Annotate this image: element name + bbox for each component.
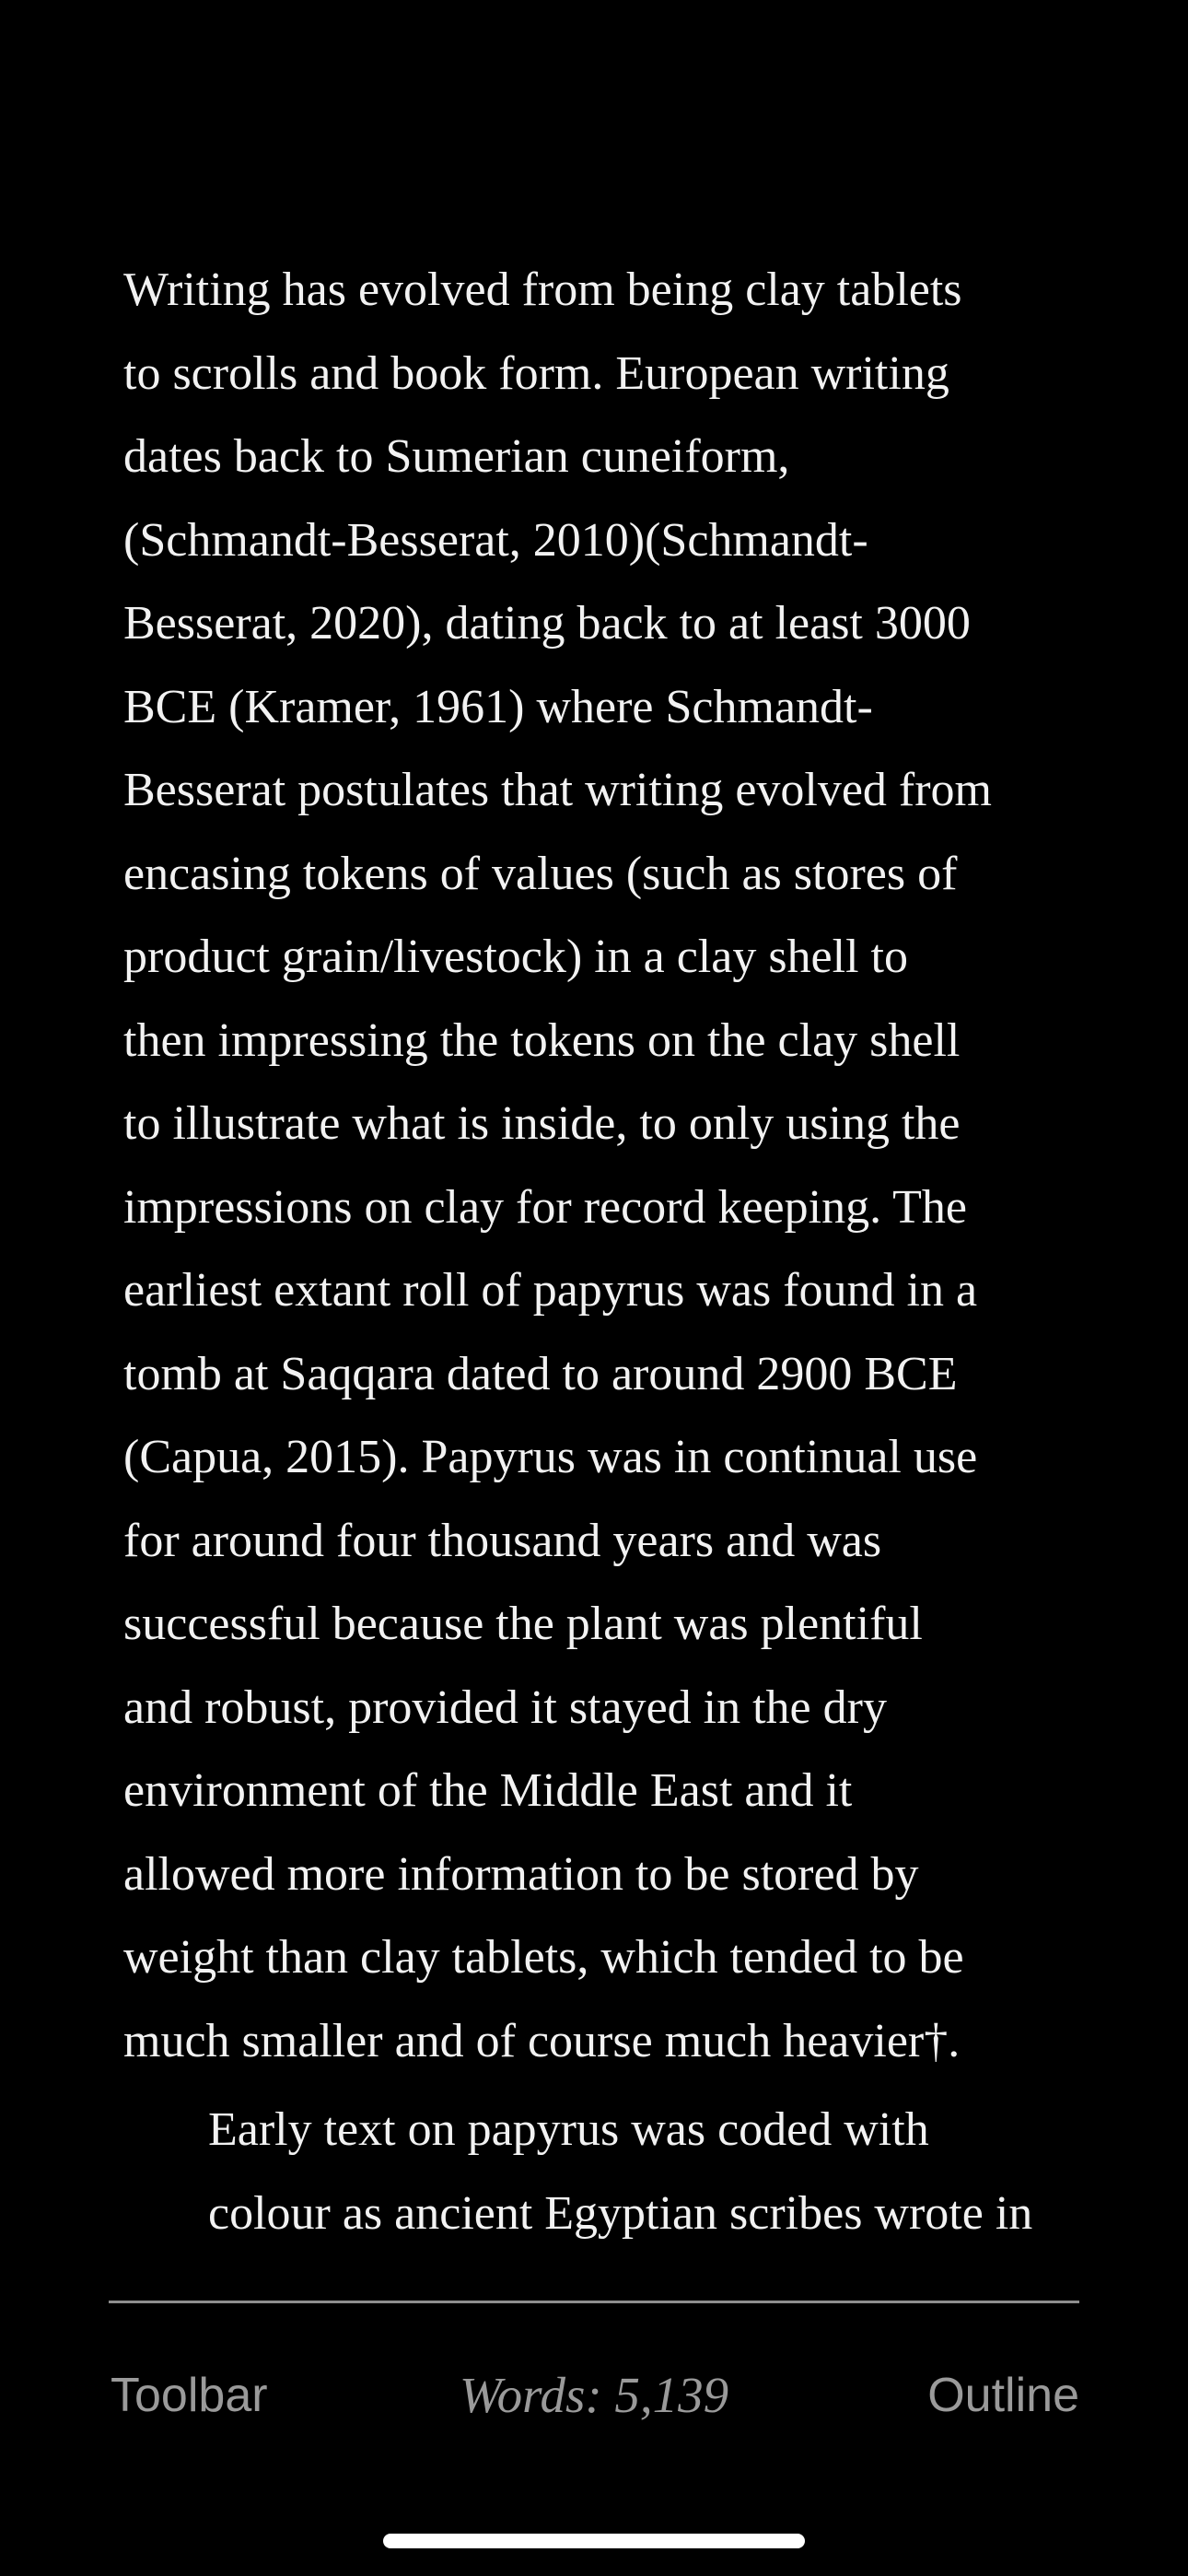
paragraph[interactable] <box>123 2089 1081 2255</box>
text-line: for around four thousand years and was <box>123 1514 882 1567</box>
text-line: then impressing the tokens on the clay shell <box>123 1013 961 1067</box>
text-line: product grain/livestock) in a clay shell to <box>123 931 908 983</box>
text-line: Early text on papyrus was coded with <box>208 2103 929 2156</box>
text-line: to scrolls and book form. European writing <box>123 346 949 400</box>
bottom-bar <box>0 2359 1188 2432</box>
toolbar-button[interactable]: Toolbar <box>111 2369 268 2422</box>
text-line: Besserat, 2020), dating back to at least 3000 <box>123 597 971 650</box>
text-line: allowed more information to be stored by <box>123 1847 919 1901</box>
text-line: much smaller and of course much heavier†. <box>123 2014 961 2067</box>
text-line: impressions on clay for record keeping. The <box>123 1180 967 1234</box>
text-line: and robust, provided it stayed in the dry <box>123 1680 887 1734</box>
text-line: weight than clay tablets, which tended to be <box>123 1931 964 1984</box>
bottom-divider <box>109 2301 1079 2303</box>
text-line: Writing has evolved from being clay tablets <box>123 263 962 316</box>
text-line: Besserat postulates that writing evolved from <box>123 764 993 816</box>
text-line: to illustrate what is inside, to only using the <box>123 1097 961 1150</box>
text-line: tomb at Saqqara dated to around 2900 BCE <box>123 1347 958 1400</box>
paragraph[interactable] <box>123 249 1081 2083</box>
document-body[interactable] <box>123 249 1081 2255</box>
text-line: environment of the Middle East and it <box>123 1764 853 1817</box>
home-indicator[interactable] <box>383 2534 805 2548</box>
text-line: (Schmandt-Besserat, 2010)(Schmandt- <box>123 513 868 567</box>
outline-button[interactable]: Outline <box>927 2369 1079 2422</box>
text-line: BCE (Kramer, 1961) where Schmandt- <box>123 680 873 733</box>
text-line: (Capua, 2015). Papyrus was in continual use <box>123 1431 978 1483</box>
text-line: encasing tokens of values (such as stores of <box>123 847 958 900</box>
text-line: successful because the plant was plentiful <box>123 1598 923 1650</box>
text-line: colour as ancient Egyptian scribes wrote in <box>208 2186 1033 2240</box>
word-count[interactable]: Words: 5,139 <box>459 2367 729 2423</box>
text-line: earliest extant roll of papyrus was found in a <box>123 1264 978 1317</box>
text-line: dates back to Sumerian cuneiform, <box>123 430 790 483</box>
